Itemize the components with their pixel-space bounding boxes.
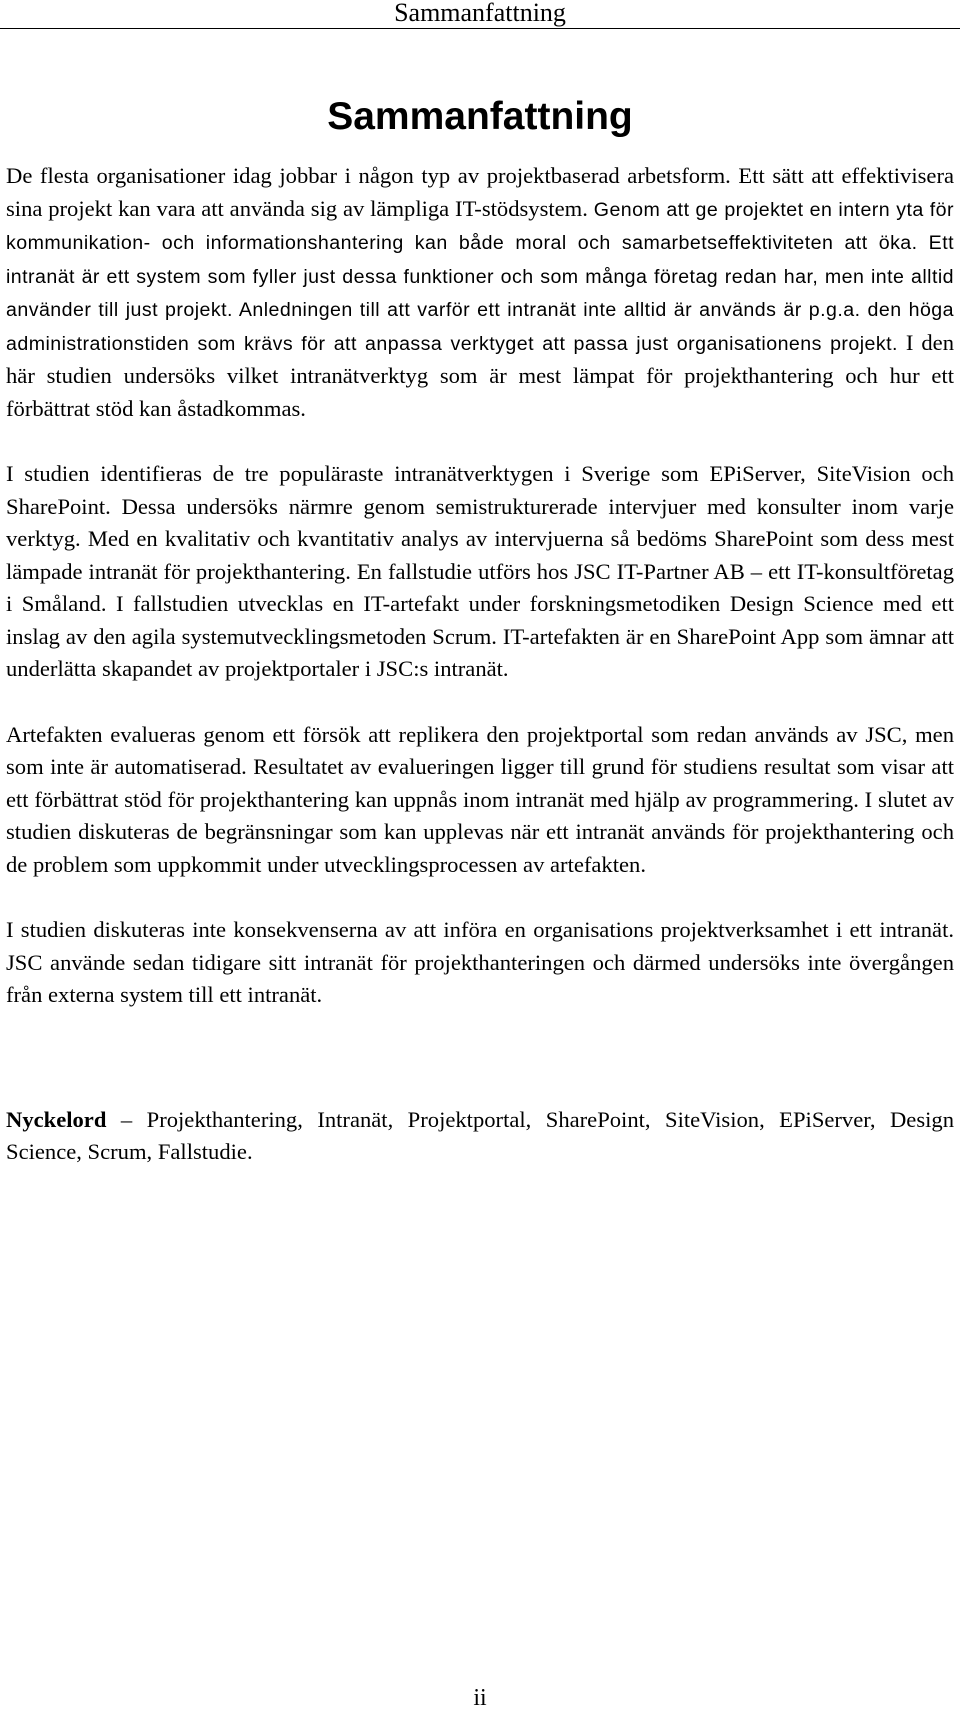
keywords-separator: – bbox=[106, 1106, 147, 1132]
keywords-list: Projekthantering, Intranät, Projektportal, SharePoint, SiteVision, EPiServer, Design Science, Scrum, Fallstudie. bbox=[6, 1106, 954, 1164]
paragraph-method: I studien identifieras de tre populäraste intranätverktygen i Sverige som EPiServer, SiteVision och SharePoint. Dessa undersöks närmre genom semistrukturerade intervjuer med konsulter inom varje verktyg. Med en kvalitativ och kvantitativ analys av intervjuerna så bedöms SharePoint som dess mest lämpade intranät för projekthantering. En fallstudie utförs hos JSC IT-Partner AB – ett IT-konsultföretag i Småland. I fallstudien utvecklas en IT-artefakt under forskningsmetodiken Design Science med ett inslag av den agila systemutvecklingsmetoden Scrum. IT-artefakten är en SharePoint App som ämnar att underlätta skapandet av projektportaler i JSC:s intranät. bbox=[6, 461, 954, 681]
page-title: Sammanfattning bbox=[327, 95, 633, 138]
paragraph-delimitation: I studien diskuteras inte konsekvenserna av att införa en organisations projektverksamhet i ett intranät. JSC använde sedan tidigare sitt intranät för projekthanteringen och därmed undersöks inte övergången från externa system till ett intranät. bbox=[6, 917, 954, 1007]
abstract-body bbox=[6, 160, 954, 1169]
keywords bbox=[6, 1104, 954, 1169]
page-number: ii bbox=[473, 1685, 487, 1711]
header-divider bbox=[0, 28, 960, 29]
intro-serif-text: De flesta organisationer idag jobbar i någon typ av projektbaserad arbetsform. Ett sätt att effektivisera sina projekt kan vara att använda sig av lämpliga IT-stödsystem. bbox=[6, 163, 954, 221]
paragraph-evaluation: Artefakten evalueras genom ett försök att replikera den projektportal som redan används av JSC, men som inte är automatiserad. Resultatet av evalueringen ligger till grund för studiens resultat som visar att ett förbättrat stöd för projekthantering kan uppnås inom intranät med hjälp av programmering. I slutet av studien diskuteras de begränsningar som kan upplevas när ett intranät används för projekthantering och de problem som uppkommit under utvecklingsprocessen av artefakten. bbox=[6, 721, 954, 877]
running-header: Sammanfattning bbox=[394, 0, 566, 27]
intro-sans-text: Genom att ge projektet en intern yta för kommunikation- och informationshantering kan både moral och samarbetseffektiviteten att öka. Ett intranät är ett system som fyller just dessa funktioner och som många företag redan har, men inte alltid använder till just projekt. Anledningen till att varför ett intranät inte alltid är används är p.g.a. den höga administrationstiden som krävs för att anpassa verktyget att passa just organisationens projekt. bbox=[6, 198, 954, 355]
intro-serif-end-text: I den här studien undersöks vilket intranätverktyg som är mest lämpat för projekthantering och hur ett förbättrat stöd kan åstadkommas. bbox=[6, 329, 954, 421]
paragraph-intro bbox=[6, 160, 954, 425]
keywords-label: Nyckelord bbox=[6, 1106, 107, 1132]
